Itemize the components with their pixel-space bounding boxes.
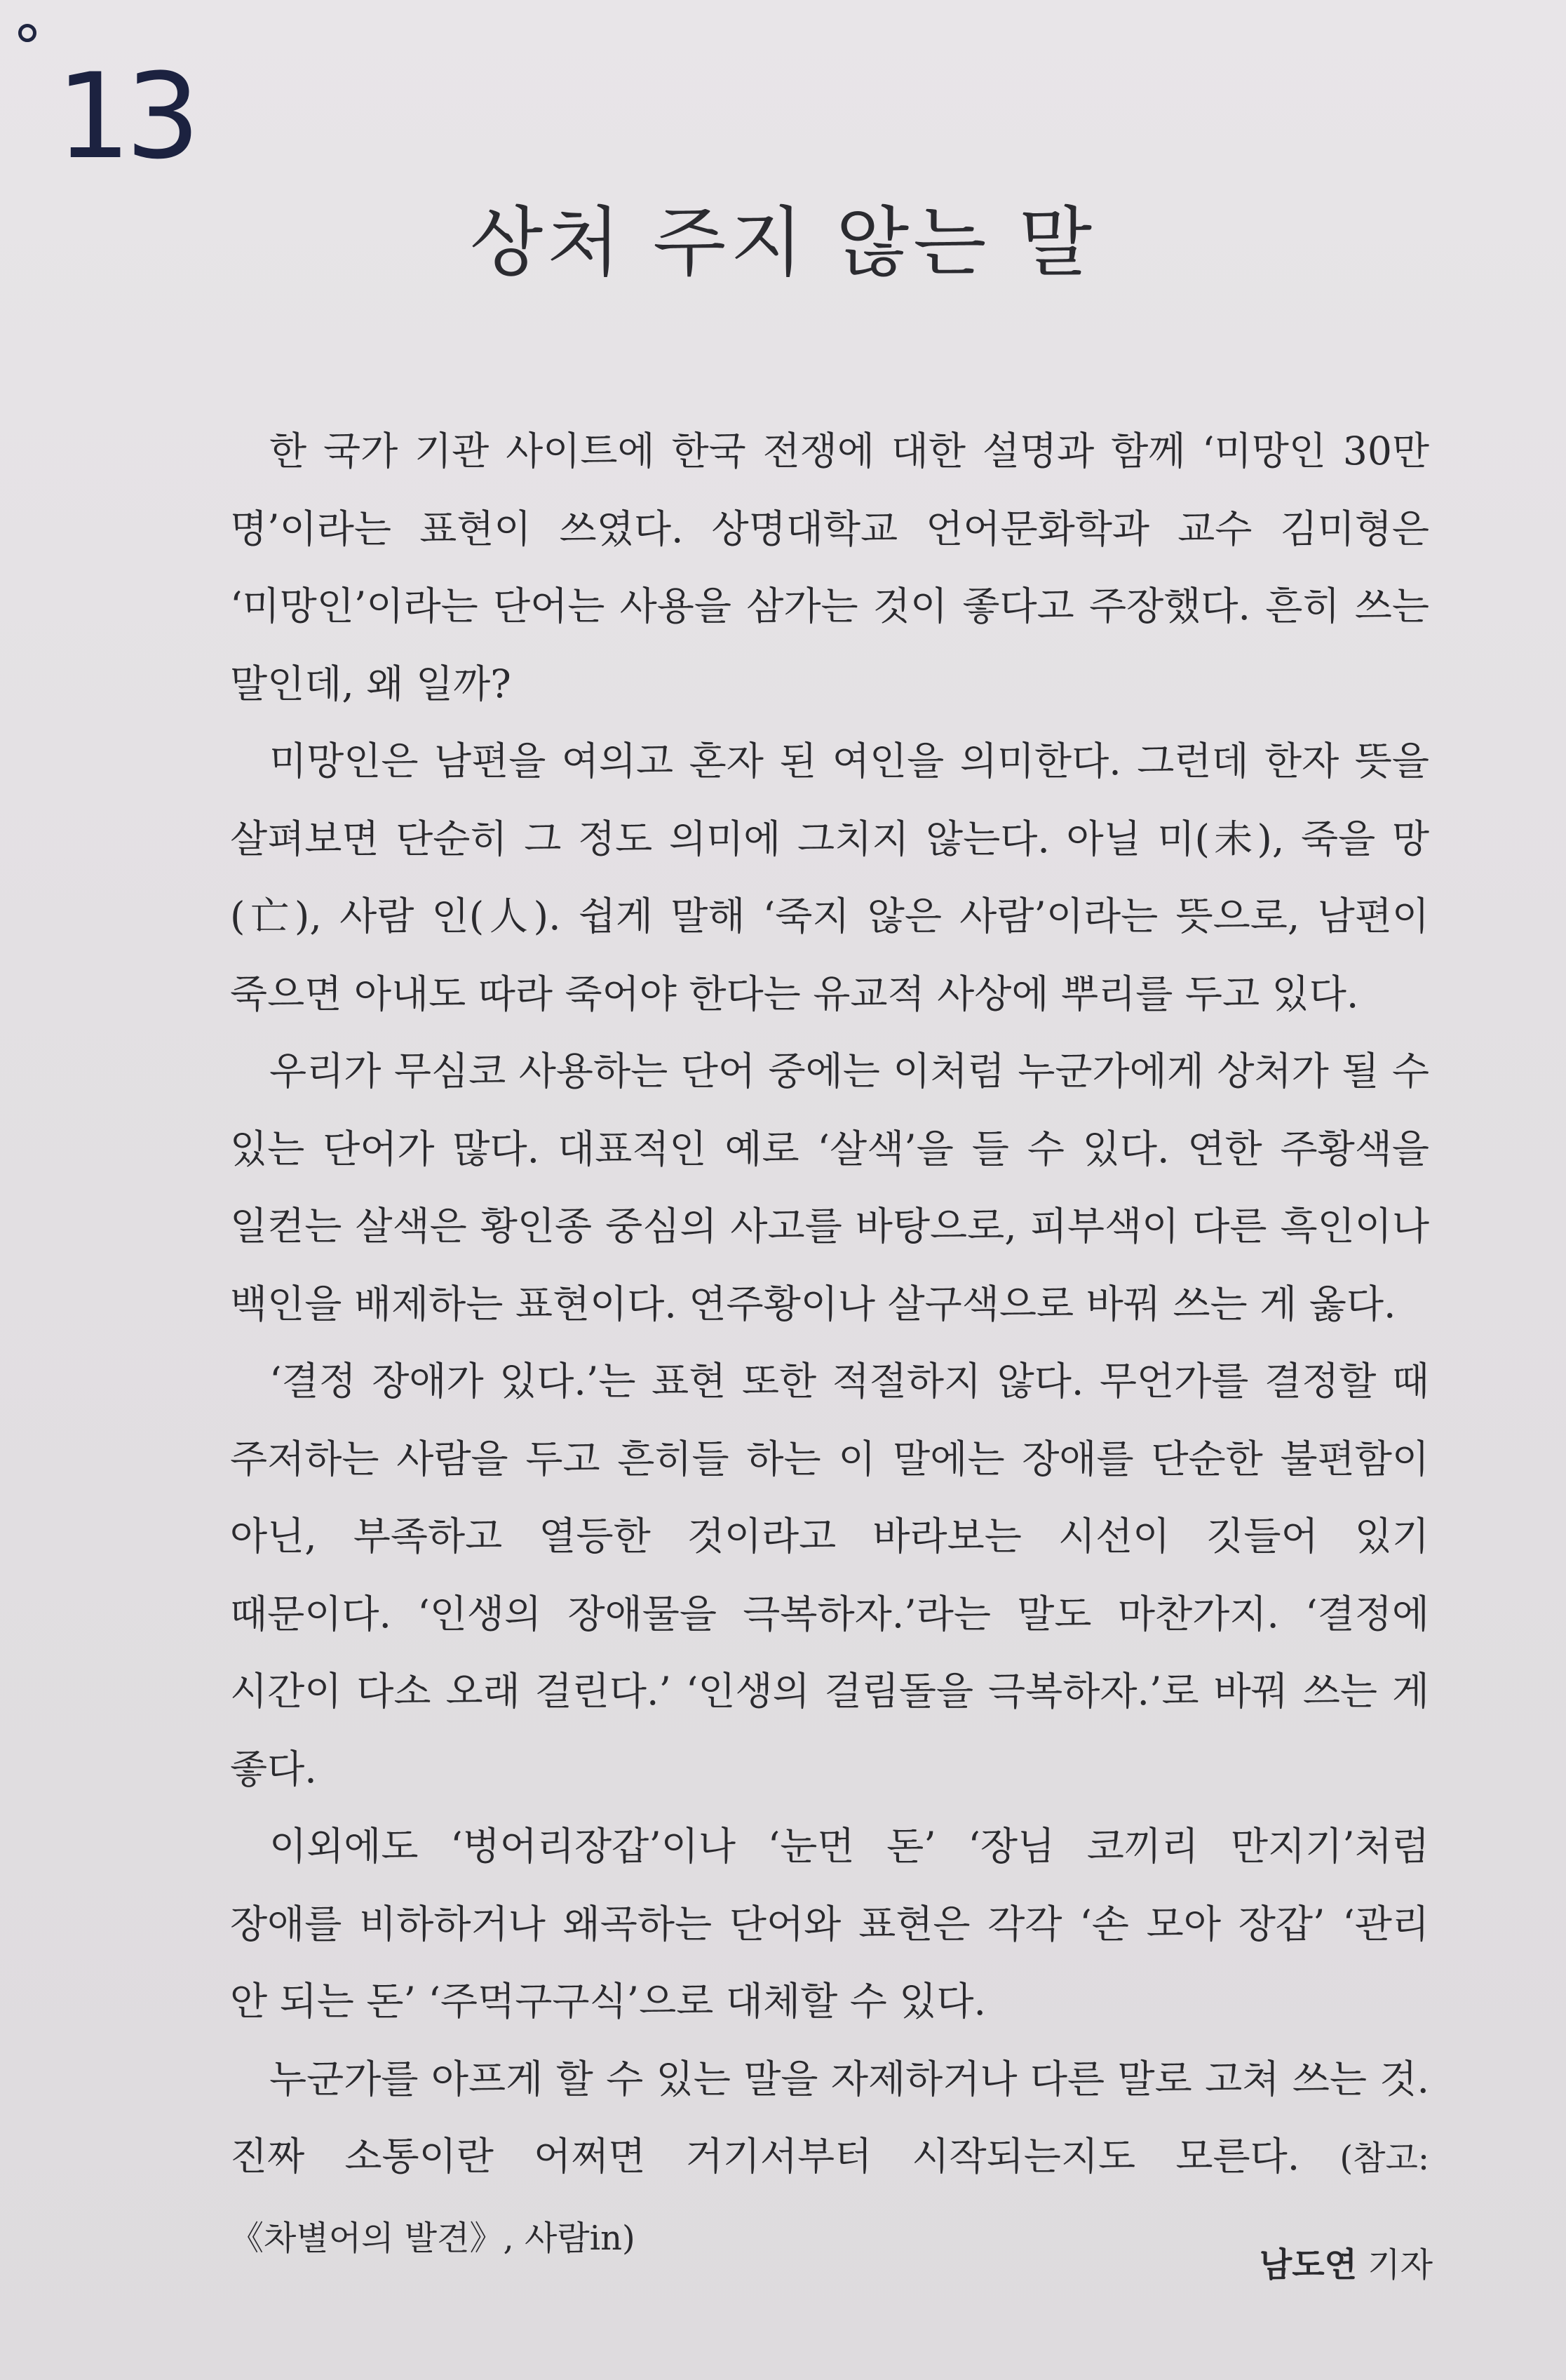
article-title: 상처 주지 않는 말 bbox=[469, 199, 1097, 287]
paragraph-3: 우리가 무심코 사용하는 단어 중에는 이처럼 누군가에게 상처가 될 수 있는 단어가 많다. 대표적인 예로 ‘살색’을 들 수 있다. 연한 주황색을 일컫는 살색은 황인종 중심의 사고를 바탕으로, 피부색이 다른 흑인이나 백인을 배제하는 표현이다. 연주황이나 살구색으로 바꿔 쓰는 게 옳다. bbox=[230, 1049, 1429, 1326]
paragraph-5: 이외에도 ‘벙어리장갑’이나 ‘눈먼 돈’ ‘장님 코끼리 만지기’처럼 장애를 비하하거나 왜곡하는 단어와 표현은 각각 ‘손 모아 장갑’ ‘관리 안 되는 돈’ ‘주먹구구식’으로 대체할 수 있다. bbox=[230, 1824, 1429, 2024]
byline bbox=[1260, 2238, 1433, 2286]
chapter-marker-circle bbox=[18, 24, 36, 42]
paragraph-2: 미망인은 남편을 여의고 혼자 된 여인을 의미한다. 그런데 한자 뜻을 살펴보면 단순히 그 정도 의미에 그치지 않는다. 아닐 미(未), 죽을 망(亡), 사람 인(人). 쉽게 말해 ‘죽지 않은 사람’이라는 뜻으로, 남편이 죽으면 아내도 따라 죽어야 한다는 유교적 사상에 뿌리를 두고 있다. bbox=[230, 739, 1429, 1016]
author-name: 남도연 bbox=[1259, 2245, 1357, 2285]
paragraph-6 bbox=[230, 2041, 1429, 2278]
reference-note: (참고: 《차별어의 발견》, 사람in) bbox=[230, 2139, 1429, 2258]
closing-text: 누군가를 아프게 할 수 있는 말을 자제하거나 다른 말로 고쳐 쓰는 것. 진짜 소통이란 어쩌면 거기서부터 시작되는지도 모른다. bbox=[230, 2056, 1429, 2179]
paragraph-4: ‘결정 장애가 있다.’는 표현 또한 적절하지 않다. 무언가를 결정할 때 주저하는 사람을 두고 흔히들 하는 이 말에는 장애를 단순한 불편함이 아닌, 부족하고 열등한 것이라고 바라보는 시선이 깃들어 있기 때문이다. ‘인생의 장애물을 극복하자.’라는 말도 마찬가지. ‘결정에 시간이 다소 오래 걸린다.’ ‘인생의 걸림돌을 극복하자.’로 바꿔 쓰는 게 좋다. bbox=[230, 1359, 1429, 1791]
article-body bbox=[230, 412, 1429, 2277]
chapter-number: 13 bbox=[56, 48, 195, 185]
paragraph-1: 한 국가 기관 사이트에 한국 전쟁에 대한 설명과 함께 ‘미망인 30만 명’이라는 표현이 쓰였다. 상명대학교 언어문화학과 교수 김미형은 ‘미망인’이라는 단어는 사용을 삼가는 것이 좋다고 주장했다. 흔히 쓰는 말인데, 왜 일까? bbox=[230, 429, 1429, 706]
author-role: 기자 bbox=[1368, 2245, 1433, 2285]
